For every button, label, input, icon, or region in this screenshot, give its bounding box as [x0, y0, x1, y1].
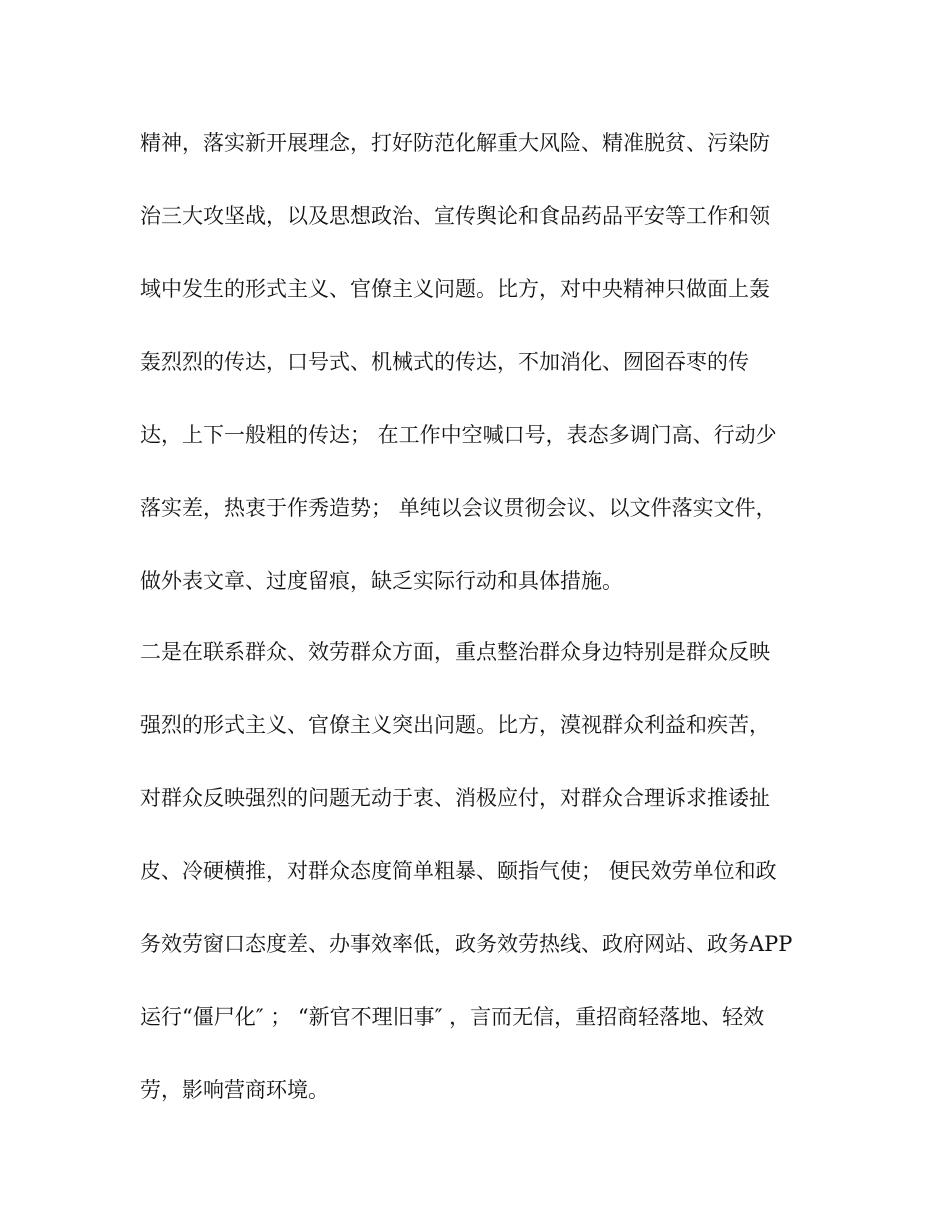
paragraph-line: 达，上下一般粗的传达； 在工作中空喊口号，表态多调门高、行动少	[140, 423, 777, 447]
paragraph-line: 运行“僵尸化″ ； “新官不理旧事″ ，言而无信，重招商轻落地、轻效	[140, 1005, 765, 1029]
paragraph-line: 落实差，热衷于作秀造势； 单纯以会议贯彻会议、以文件落实文件，	[140, 496, 777, 520]
paragraph-line: 皮、冷硬横推，对群众态度简单粗暴、颐指气使； 便民效劳单位和政	[140, 859, 777, 883]
paragraph-line: 治三大攻坚战，以及思想政治、宣传舆论和食品药品平安等工作和领	[140, 204, 770, 228]
paragraph-line: 二是在联系群众、效劳群众方面，重点整治群众身边特别是群众反映	[140, 640, 770, 664]
paragraph-line: 精神，落实新开展理念，打好防范化解重大风险、精准脱贫、污染防	[140, 131, 770, 155]
paragraph-line: 强烈的形式主义、官僚主义突出问题。比方，漠视群众利益和疾苦，	[140, 713, 770, 737]
paragraph-line: 轰烈烈的传达，口号式、机械式的传达，不加消化、囫囵吞枣的传	[140, 350, 749, 374]
paragraph-line: 劳，影响营商环境。	[140, 1078, 329, 1102]
paragraph-line: 域中发生的形式主义、官僚主义问题。比方，对中央精神只做面上轰	[140, 277, 770, 301]
paragraph-line: 对群众反映强烈的问题无动于衷、消极应付，对群众合理诉求推诿扯	[140, 786, 770, 810]
paragraph-line: 务效劳窗口态度差、办事效率低，政务效劳热线、政府网站、政务APP	[140, 932, 793, 956]
paragraph-line: 做外表文章、过度留痕，缺乏实际行动和具体措施。	[140, 569, 623, 593]
